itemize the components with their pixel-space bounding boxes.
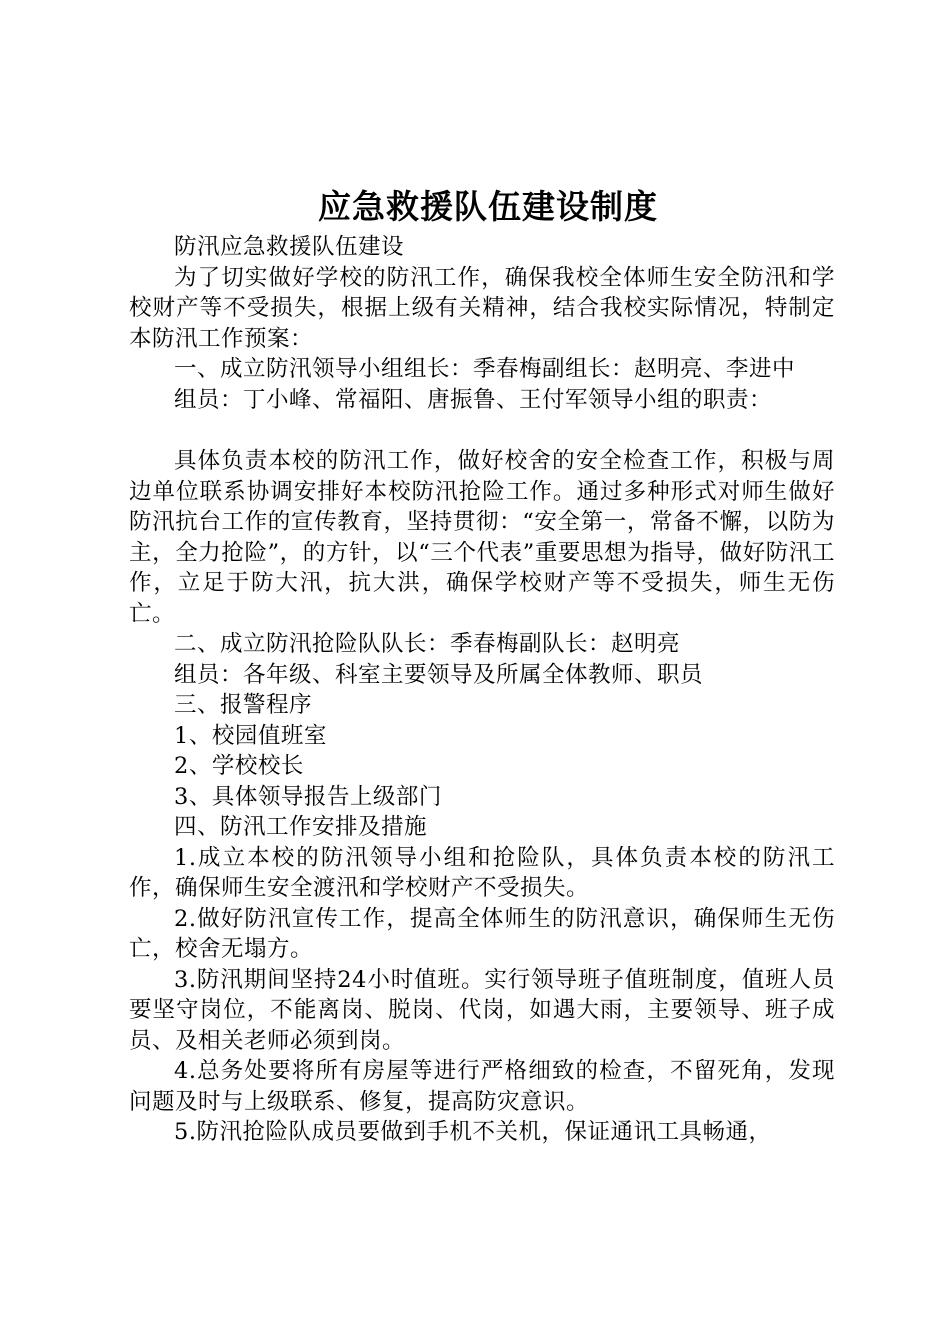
paragraph: 5.防汛抢险队成员要做到手机不关机，保证通讯工具畅通，: [174, 1119, 772, 1145]
paragraph: 一、成立防汛领导小组组长：季春梅副组长：赵明亮、李进中: [174, 356, 796, 382]
paragraph: 3、具体领导报告上级部门: [174, 783, 442, 810]
paragraph: 组员：丁小峰、常福阳、唐振鲁、王付军领导小组的职责：: [174, 386, 773, 413]
paragraph: 2、学校校长: [174, 753, 304, 779]
paragraph: 具体负责本校的防汛工作，做好校舍的安全检查工作，积极与周边单位联系协调安排好本校防汛抢险工作。通过多种形式对师生做好防汛抗台工作的宣传教育，坚持贯彻：“安全第一，常备不懈，以防为主，全力抢险”，的方针，以“三个代表”重要思想为指导，做好防汛工作，立足于防大汛，抗大洪，确保学校财产等不受损失，师生无伤亡。: [129, 448, 835, 627]
paragraph: 二、成立防汛抢险队队长：季春梅副队长：赵明亮: [174, 631, 681, 657]
paragraph: 2.做好防汛宣传工作，提高全体师生的防汛意识，确保师生无伤亡，校舍无塌方。: [129, 905, 835, 962]
paragraph: 组员：各年级、科室主要领导及所属全体教师、职员: [174, 661, 704, 688]
paragraph: 防汛应急救援队伍建设: [174, 234, 405, 260]
paragraph: 1.成立本校的防汛领导小组和抢险队，具体负责本校的防汛工作，确保师生安全渡汛和学校财产不受损失。: [129, 844, 835, 901]
paragraph: 1、校园值班室: [174, 722, 327, 749]
document-title: 应急救援队伍建设制度: [318, 187, 658, 226]
paragraph: 三、报警程序: [174, 692, 313, 718]
paragraph: 4.总务处要将所有房屋等进行严格细致的检查，不留死角，发现问题及时与上级联系、修复，提高防灾意识。: [129, 1058, 835, 1115]
paragraph: 为了切实做好学校的防汛工作，确保我校全体师生安全防汛和学校财产等不受损失，根据上级有关精神，结合我校实际情况，特制定本防汛工作预案：: [129, 264, 835, 352]
paragraph: 3.防汛期间坚持24小时值班。实行领导班子值班制度，值班人员要坚守岗位，不能离岗、脱岗、代岗，如遇大雨，主要领导、班子成员、及相关老师必须到岗。: [129, 966, 835, 1054]
document-body: [129, 232, 835, 1148]
document-page: [129, 182, 835, 1148]
paragraph: 四、防汛工作安排及措施: [174, 814, 428, 840]
